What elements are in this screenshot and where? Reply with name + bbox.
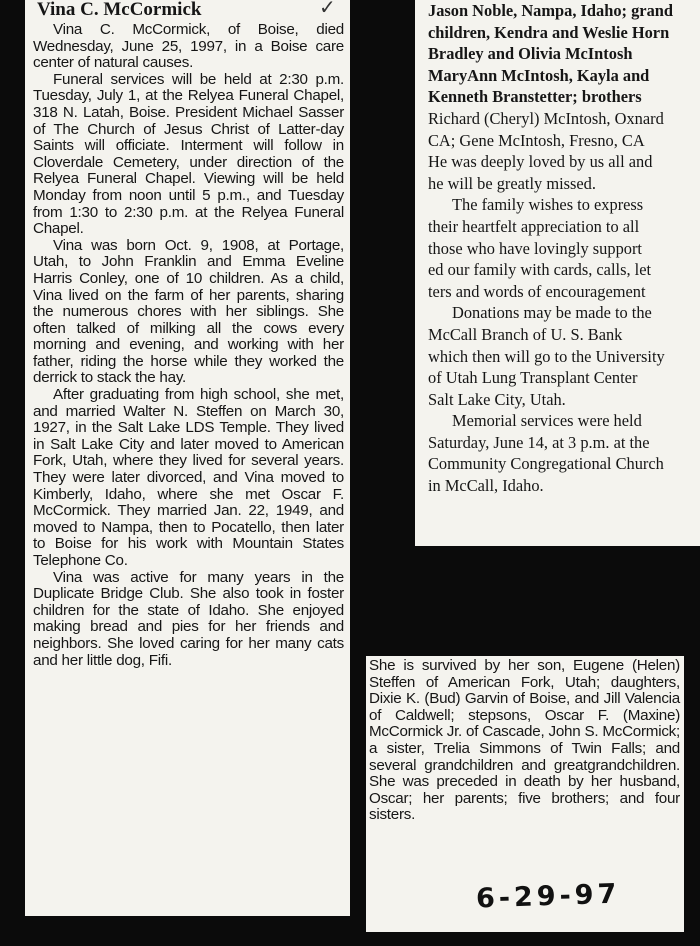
text-line: ed our family with cards, calls, let [428, 260, 652, 280]
paragraph-funeral-services: Funeral services will be held at 2:30 p.m. Tuesday, July 1, at the Relyea Funeral Chapel, 318 N. Latah, Boise. President Michael Sasser of The Church of Jesus Christ of Latter-day Saints will officiate. Interment will follow in Cloverdale Cemetery, under direction of the Relyea Funeral Chapel. Viewing will be held Monday from noon until 5 p.m., and Tuesday from 1:30 to 2:30 p.m. at the Relyea Funeral Chapel. [33, 70, 344, 238]
text-line: Richard (Cheryl) McIntosh, Oxnard [428, 108, 664, 128]
text-line: in McCall, Idaho. [428, 476, 544, 496]
text-line: He was deeply loved by us all and [428, 152, 653, 172]
paragraph-birth-childhood: Vina was born Oct. 9, 1908, at Portage, Utah, to John Franklin and Emma Eveline Harris Conley, one of 10 children. As a child, Vina lived on the farm of her parents, sharing the numerous chores with her siblings. She often talked of milking all the cows every morning and evening, and working with her father, riding the horse while they worked the derrick to stack the hay. [33, 236, 344, 387]
text-line: Salt Lake City, Utah. [428, 389, 566, 409]
text-line: children, Kendra and Weslie Horn [428, 22, 670, 42]
paragraph-activities: Vina was active for many years in the Duplicate Bridge Club. She also took in foster children for the state of Idaho. She enjoyed making bread and pies for her friends and neighbors. She loved caring for her many cats and her little dog, Fifi. [33, 568, 344, 669]
text-line: Memorial services were held [452, 411, 642, 431]
text-line: Kenneth Branstetter; brothers [428, 87, 642, 107]
text-line: Donations may be made to the [452, 303, 652, 323]
text-line: CA; Gene McIntosh, Fresno, CA [428, 130, 645, 150]
text-line: of Utah Lung Transplant Center [428, 368, 638, 388]
text-line: their heartfelt appreciation to all [428, 216, 640, 236]
text-line: Bradley and Olivia McIntosh [428, 44, 633, 64]
text-line: he will be greatly missed. [428, 173, 596, 193]
text-line: those who have lovingly support [428, 238, 642, 258]
text-line: McCall Branch of U. S. Bank [428, 324, 623, 344]
obituary-headline [33, 0, 344, 22]
handwritten-date: 6-29-97 [475, 878, 621, 915]
text-line: Saturday, June 14, at 3 p.m. at the [428, 432, 650, 452]
text-line: MaryAnn McIntosh, Kayla and [428, 65, 650, 85]
paragraph-marriage-history: After graduating from high school, she met, and married Walter N. Steffen on March 30, 1927, in the Salt Lake LDS Temple. They lived in Salt Lake City and later moved to American Fork, Utah, where they lived for several years. They were later divorced, and Vina moved to Kimberly, Idaho, where she met Oscar F. McCormick. They married Jan. 22, 1949, and moved to Nampa, then to Pocatello, then later to Boise for his work with Mountain States Telephone Co. [33, 386, 344, 569]
text-line: Community Congregational Church [428, 454, 664, 474]
text-line: ters and words of encouragement [428, 281, 646, 301]
text-line: which then will go to the University [428, 346, 665, 366]
obituary-left-column [25, 0, 350, 916]
obituary-survivors-clipping [366, 656, 684, 932]
obituary-right-top-clipping [415, 0, 700, 546]
paragraph-survivors: She is survived by her son, Eugene (Helen) Steffen of American Fork, Utah; daughters, Dixie K. (Bud) Garvin of Boise, and Jill Valencia of Caldwell; stepsons, Oscar F. (Maxine) McCormick Jr. of Cascade, John S. McCormick; a sister, Trelia Simmons of Twin Falls; and several grandchildren and greatgrandchildren. She was preceded in death by her husband, Oscar; her parents; five brothers; and four sisters. [369, 657, 680, 824]
paragraph-death-notice: Vina C. McCormick, of Boise, died Wednesday, June 25, 1997, in a Boise care center of natural causes. [33, 21, 344, 72]
text-line: The family wishes to express [452, 195, 644, 215]
check-mark-icon: ✓ [319, 0, 336, 19]
headline-text: Vina C. McCormick [37, 0, 202, 20]
text-line: Jason Noble, Nampa, Idaho; grand [428, 1, 673, 20]
